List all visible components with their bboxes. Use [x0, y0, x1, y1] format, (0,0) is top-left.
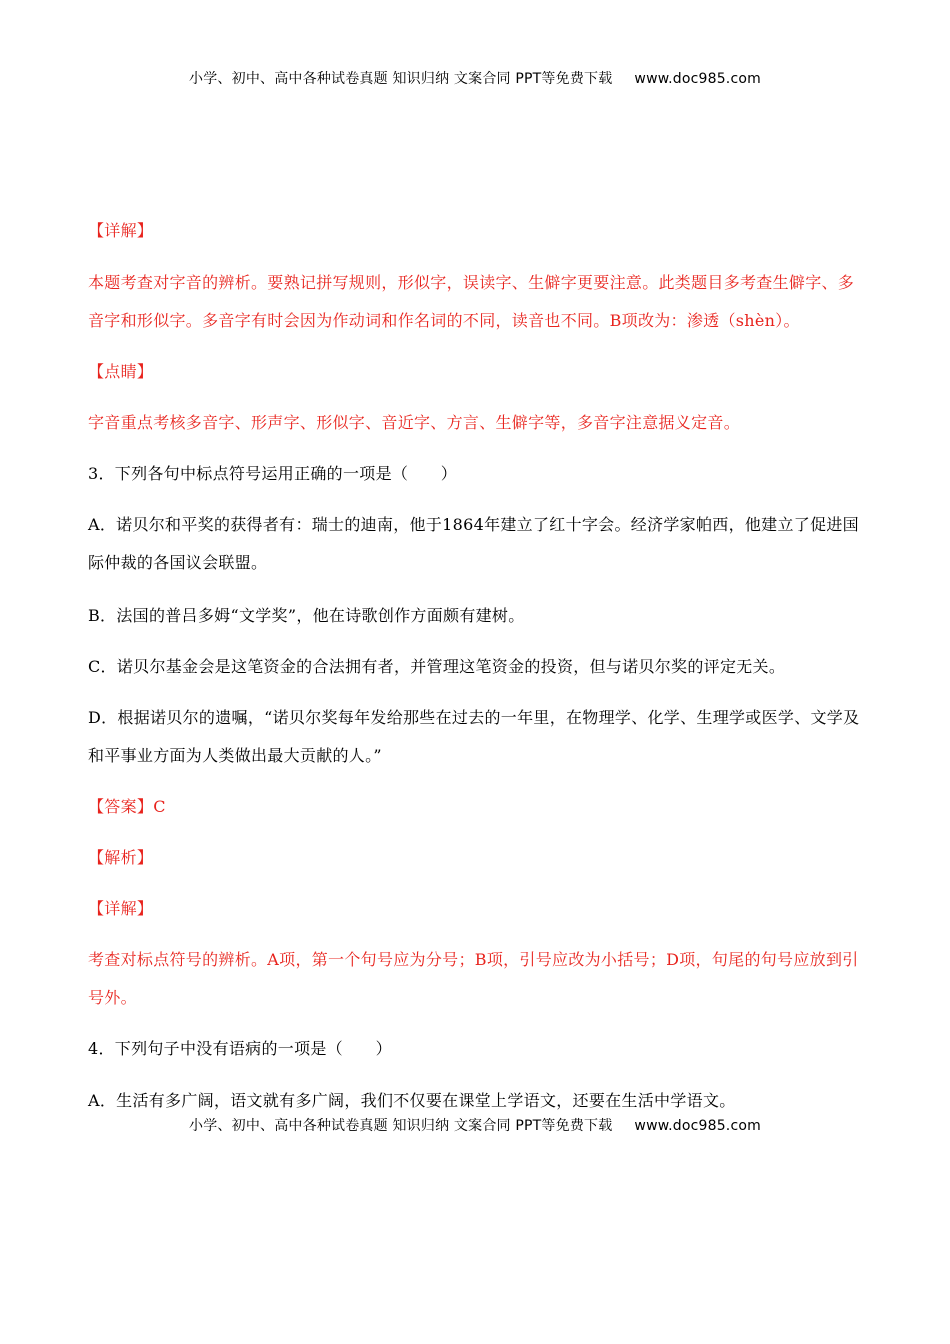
- question-3-option-a: A．诺贝尔和平奖的获得者有：瑞士的迪南，他于1864年建立了红十字会。经济学家帕西，他建立了促进国际仲裁的各国议会联盟。: [88, 515, 859, 572]
- detail-text-2: 考查对标点符号的辨析。A项，第一个句号应为分号；B项，引号应改为小括号；D项，句尾的句号应放到引号外。: [88, 950, 859, 1007]
- footer-text: 小学、初中、高中各种试卷真题 知识归纳 文案合同 PPT等免费下载: [189, 1118, 613, 1134]
- answer-line: [88, 788, 868, 826]
- detail-text-1: 本题考查对字音的辨析。要熟记拼写规则，形似字，误读字、生僻字更要注意。此类题目多考查生僻字、多音字和形似字。多音字有时会因为作动词和作名词的不同，读音也不同。B项改为：渗透（shèn）。: [88, 273, 855, 330]
- question-3-option-c: C．诺贝尔基金会是这笔资金的合法拥有者，并管理这笔资金的投资，但与诺贝尔奖的评定无关。: [88, 657, 786, 676]
- question-3-option-d: D．根据诺贝尔的遗嘱，“诺贝尔奖每年发给那些在过去的一年里，在物理学、化学、生理学或医学、文学及和平事业方面为人类做出最大贡献的人。”: [88, 708, 860, 765]
- answer-label: 【答案】: [88, 797, 154, 816]
- tip-text: 字音重点考核多音字、形声字、形似字、音近字、方言、生僻字等，多音字注意据义定音。: [88, 413, 741, 432]
- question-3-option-b: B．法国的普吕多姆“文学奖”，他在诗歌创作方面颇有建树。: [88, 606, 525, 625]
- page-header: [0, 68, 950, 88]
- detail-label-1: 【详解】: [88, 221, 154, 240]
- footer-url[interactable]: www.doc985.com: [634, 1118, 761, 1134]
- question-4-stem: 4．下列句子中没有语病的一项是（ ）: [88, 1039, 392, 1058]
- header-text: 小学、初中、高中各种试卷真题 知识归纳 文案合同 PPT等免费下载: [189, 71, 613, 87]
- analysis-label: 【解析】: [88, 848, 154, 867]
- header-url[interactable]: www.doc985.com: [634, 71, 761, 87]
- detail-label-2: 【详解】: [88, 899, 154, 918]
- answer-value: C: [153, 797, 166, 816]
- question-4-option-a: A．生活有多广阔，语文就有多广阔，我们不仅要在课堂上学语文，还要在生活中学语文。: [88, 1091, 736, 1110]
- question-3-stem: 3．下列各句中标点符号运用正确的一项是（ ）: [88, 464, 458, 483]
- tip-label: 【点睛】: [88, 362, 154, 381]
- page-footer: [0, 1115, 950, 1135]
